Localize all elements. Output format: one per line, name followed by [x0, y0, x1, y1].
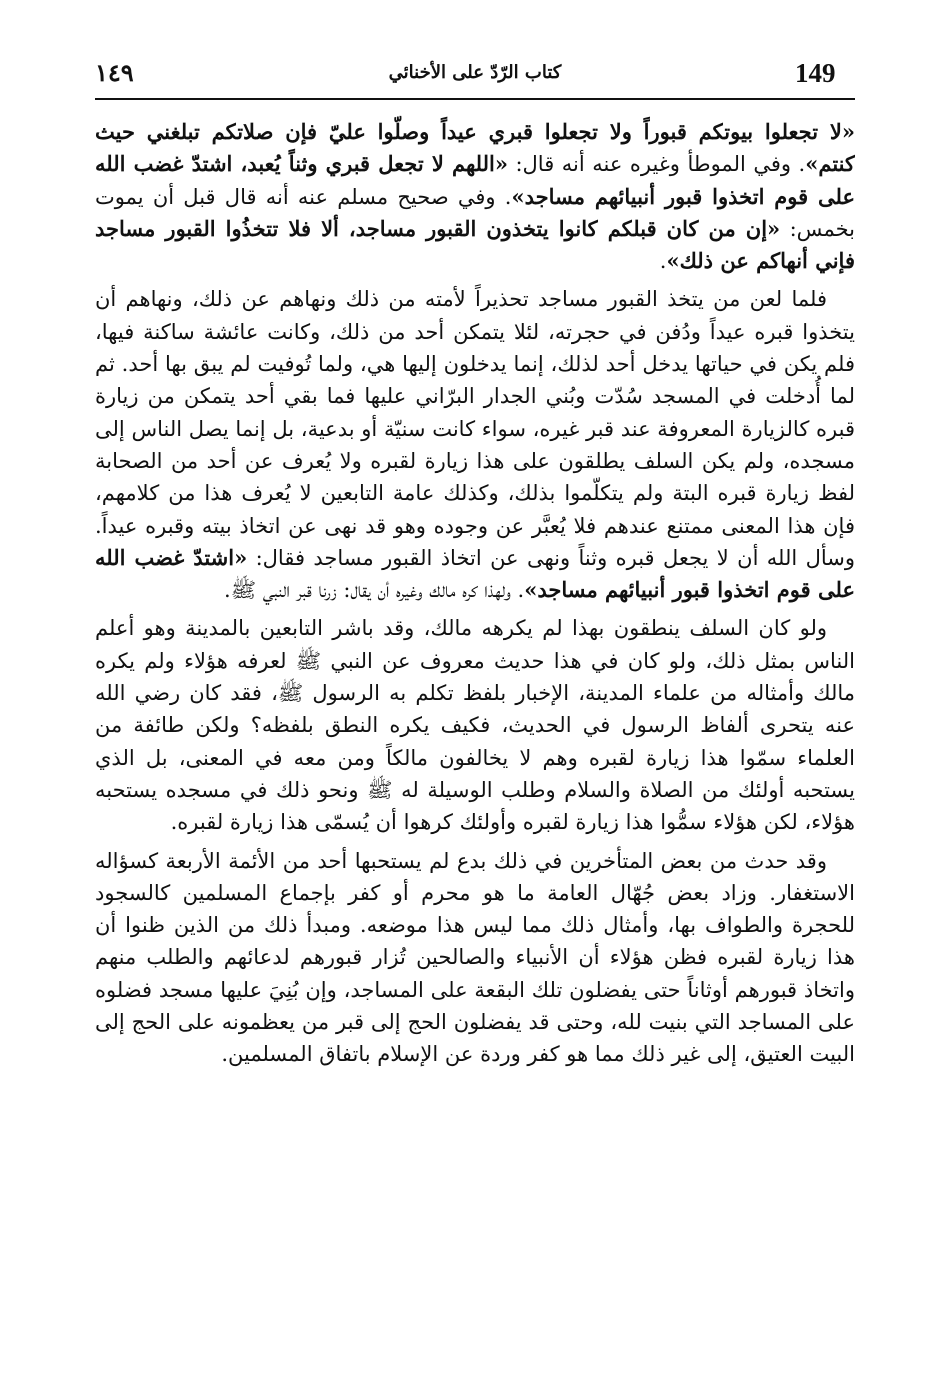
body-text: . وفي الموطأ وغيره عنه أنه قال:: [507, 152, 806, 177]
body-text: . ولهذا كره مالك وغيره أن يقال: زرنا قبر النبي ﷺ.: [224, 578, 525, 603]
paragraph-1: [95, 116, 855, 277]
body-text: .: [659, 249, 667, 274]
book-page: [95, 56, 855, 1356]
paragraph-2: [95, 283, 855, 606]
page-body: [95, 116, 855, 1071]
page-number-arabic: ١٤٩: [95, 58, 134, 87]
paragraph-3: [95, 612, 855, 838]
running-title: كتاب الرّدّ على الأخنائي: [388, 62, 562, 83]
body-text: . وفي صحيح مسلم عنه أنه قال قبل أن يموت بخمس:: [95, 184, 855, 241]
body-text: فلما لعن من يتخذ القبور مساجد تحذيراً لأمته من ذلك ونهاهم عن ذلك، ونهاهم أن يتخذوا قبره عيداً ودُفن في حجرته، لئلا يتمكن أحد من ذلك، وكانت عائشة ساكنة فيها، فلم يكن في حياتها يدخل أحد لذلك، إنما يدخلون إليها هي، ولما تُوفيت لم يبق بها أحد. ثم لما أُدخلت في المسجد سُدّت وبُني الجدار البرّاني عليها فما بقي أحد يتمكن من زيارة قبره كالزيارة المعروفة عند قبر غيره، سواء كانت سنيّة أو بدعية، بل إنما يصل الناس إلى مسجده، ولم يكن السلف يطلقون على هذا زيارة لقبره ولا يُعرف عن أحد من الصحابة لفظ زيارة قبره البتة ولم يتكلّموا بذلك، وكذلك عامة التابعين لا يُعرف هذا من كلامهم، فإن هذا المعنى ممتنع عندهم فلا يُعبَّر عن وجوده وهو قد نهى عن اتخاذ بيته وقبره عيداً. وسأل الله أن لا يجعل قبره وثناً ونهى عن اتخاذ القبور مساجد فقال:: [95, 287, 855, 570]
paragraph-4: [95, 845, 855, 1071]
body-text: وقد حدث من بعض المتأخرين في ذلك بدع لم يستحبها أحد من الأئمة الأربعة كسؤاله الاستغفار. وزاد بعض جُهّال العامة ما هو محرم أو كفر بإجماع المسلمين كالسجود للحجرة والطواف بها، وأمثال ذلك مما ليس هذا موضعه. ومبدأ ذلك من الذين ظنوا أن هذا زيارة لقبره فظن هؤلاء أن الأنبياء والصالحين تُزار قبورهم لدعائهم والطلب منهم واتخاذ قبورهم أوثاناً حتى يفضلون تلك البقعة على المساجد، وإن بُنِيَ عليها مسجد فضلوه على المساجد التي بنيت لله، وحتى قد يفضلون الحج إلى قبر من يعظمونه على الحج إلى البيت العتيق، إلى غير ذلك مما هو كفر وردة عن الإسلام باتفاق المسلمين.: [95, 848, 855, 1067]
page-number-latin: 149: [795, 58, 836, 88]
hadith-quote: «لا تجعلوا بيوتكم قبوراً ولا تجعلوا قبري عيداً وصلّوا عليّ فإن صلاتكم تبلغني حيث كنتم»: [95, 119, 855, 177]
hadith-quote: «إن من كان قبلكم كانوا يتخذون القبور مساجد، ألا فلا تتخذُوا القبور مساجد فإني أنهاكم عن ذلك»: [95, 215, 855, 274]
page-header: [95, 56, 855, 100]
hadith-quote: «اشتدّ غضب الله على قوم اتخذوا قبور أنبيائهم مساجد»: [95, 544, 855, 603]
body-text: ولو كان السلف ينطقون بهذا لم يكرهه مالك، وقد باشر التابعين بالمدينة وهو أعلم الناس بمثل ذلك، ولو كان في هذا حديث معروف عن النبي ﷺ لعرفه هؤلاء ولم يكره مالك وأمثاله من علماء المدينة، الإخبار بلفظ تكلم به الرسول ﷺ، فقد كان رضي الله عنه يتحرى ألفاظ الرسول في الحديث، فكيف يكره النطق بلفظه؟ ولكن طائفة من العلماء سمّوا هذا زيارة لقبره وهم لا يخالفون مالكاً ومن معه في المعنى، بل الذي يستحبه أولئك من الصلاة والسلام وطلب الوسيلة له ﷺ ونحو ذلك في مسجده يستحبه هؤلاء، لكن هؤلاء سمُّوا هذا زيارة لقبره وأولئك كرهوا أن يُسمّى هذا زيارة لقبره.: [95, 616, 855, 835]
hadith-quote: «اللهم لا تجعل قبري وثناً يُعبد، اشتدّ غضب الله على قوم اتخذوا قبور أنبيائهم مساجد»: [95, 151, 855, 209]
